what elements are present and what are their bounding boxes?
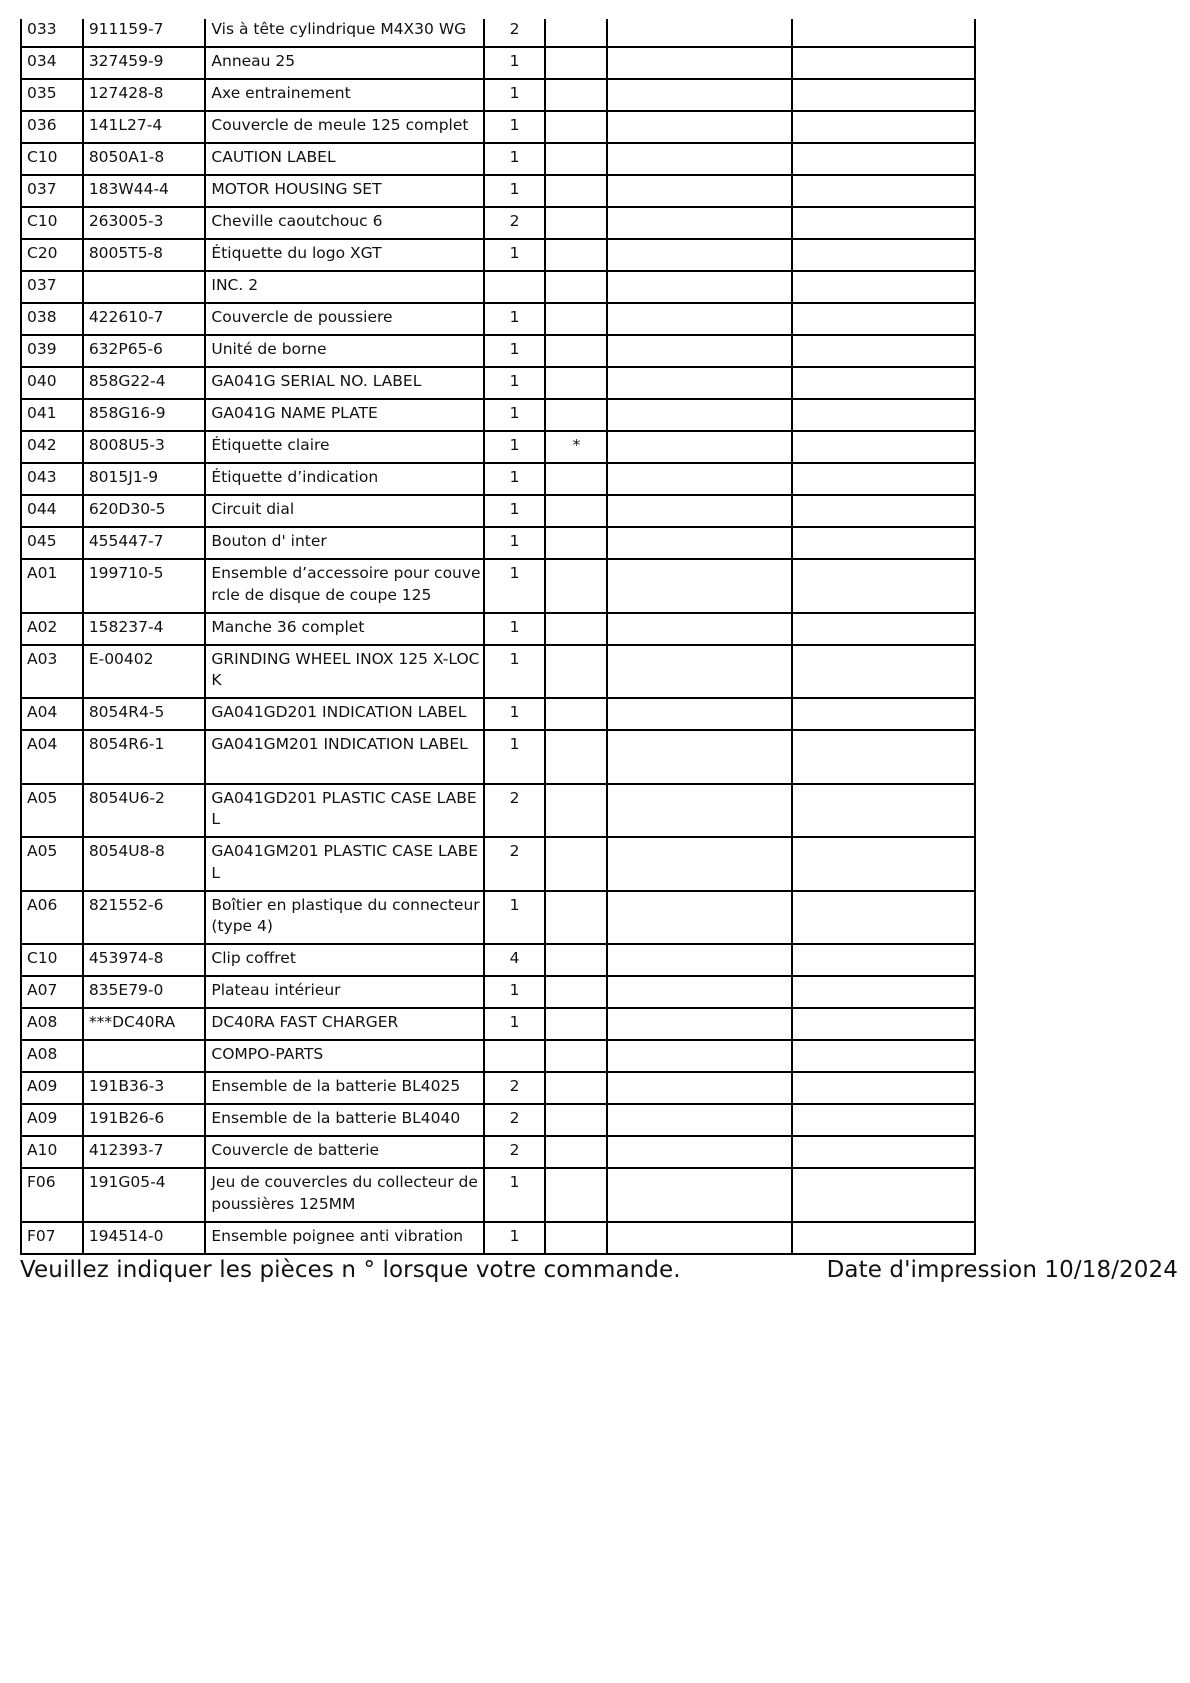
part-description-cell: COMPO-PARTS — [205, 1040, 483, 1072]
empty-cell — [607, 495, 791, 527]
part-ref-cell: 035 — [21, 79, 83, 111]
part-mark-cell — [545, 645, 607, 699]
part-ref-cell: A08 — [21, 1008, 83, 1040]
table-row — [21, 175, 975, 207]
part-mark-cell — [545, 976, 607, 1008]
part-quantity-cell: 1 — [484, 143, 546, 175]
part-description-cell: GA041GM201 PLASTIC CASE LABEL — [205, 837, 483, 891]
part-number-cell: 835E79-0 — [83, 976, 206, 1008]
part-quantity-cell: 2 — [484, 1136, 546, 1168]
part-mark-cell — [545, 698, 607, 730]
part-number-cell: 194514-0 — [83, 1222, 206, 1254]
part-mark-cell — [545, 527, 607, 559]
empty-cell — [607, 79, 791, 111]
part-mark-cell — [545, 239, 607, 271]
empty-cell — [607, 837, 791, 891]
part-quantity-cell: 1 — [484, 1008, 546, 1040]
part-mark-cell — [545, 47, 607, 79]
part-mark-cell — [545, 495, 607, 527]
part-number-cell: 8008U5-3 — [83, 431, 206, 463]
part-description-cell: Ensemble de la batterie BL4025 — [205, 1072, 483, 1104]
part-ref-cell: A06 — [21, 891, 83, 945]
empty-cell — [792, 239, 975, 271]
part-description-cell: Plateau intérieur — [205, 976, 483, 1008]
part-ref-cell: 036 — [21, 111, 83, 143]
part-mark-cell — [545, 891, 607, 945]
table-row — [21, 19, 975, 47]
part-ref-cell: C20 — [21, 239, 83, 271]
part-ref-cell: 034 — [21, 47, 83, 79]
empty-cell — [792, 559, 975, 613]
part-quantity-cell — [484, 1040, 546, 1072]
table-row — [21, 784, 975, 838]
part-quantity-cell: 1 — [484, 47, 546, 79]
table-row — [21, 495, 975, 527]
empty-cell — [792, 944, 975, 976]
empty-cell — [792, 335, 975, 367]
empty-cell — [607, 976, 791, 1008]
part-quantity-cell: 1 — [484, 367, 546, 399]
part-description-cell: Étiquette claire — [205, 431, 483, 463]
table-row — [21, 645, 975, 699]
empty-cell — [792, 837, 975, 891]
part-description-cell: Anneau 25 — [205, 47, 483, 79]
part-quantity-cell: 1 — [484, 645, 546, 699]
empty-cell — [607, 1222, 791, 1254]
part-mark-cell — [545, 79, 607, 111]
empty-cell — [792, 175, 975, 207]
part-description-cell: Boîtier en plastique du connecteur (type 4) — [205, 891, 483, 945]
part-ref-cell: A05 — [21, 784, 83, 838]
empty-cell — [607, 1008, 791, 1040]
order-instruction-note: Veuillez indiquer les pièces n ° lorsque votre commande. — [20, 1257, 681, 1283]
part-ref-cell: A08 — [21, 1040, 83, 1072]
empty-cell — [607, 175, 791, 207]
part-ref-cell: A04 — [21, 698, 83, 730]
part-description-cell: DC40RA FAST CHARGER — [205, 1008, 483, 1040]
part-number-cell: 412393-7 — [83, 1136, 206, 1168]
table-row — [21, 463, 975, 495]
part-ref-cell: A03 — [21, 645, 83, 699]
part-mark-cell — [545, 367, 607, 399]
part-number-cell: 199710-5 — [83, 559, 206, 613]
part-number-cell: 191G05-4 — [83, 1168, 206, 1222]
table-row — [21, 1222, 975, 1254]
part-quantity-cell: 2 — [484, 19, 546, 47]
part-ref-cell: A10 — [21, 1136, 83, 1168]
empty-cell — [792, 111, 975, 143]
print-date: Date d'impression 10/18/2024 — [826, 1257, 1178, 1283]
empty-cell — [792, 79, 975, 111]
part-description-cell: Cheville caoutchouc 6 — [205, 207, 483, 239]
empty-cell — [607, 1168, 791, 1222]
empty-cell — [792, 143, 975, 175]
part-mark-cell — [545, 1168, 607, 1222]
empty-cell — [792, 730, 975, 784]
empty-cell — [607, 944, 791, 976]
empty-cell — [607, 47, 791, 79]
table-row — [21, 1136, 975, 1168]
part-quantity-cell: 1 — [484, 1168, 546, 1222]
part-description-cell: Étiquette d’indication — [205, 463, 483, 495]
empty-cell — [792, 463, 975, 495]
empty-cell — [792, 1072, 975, 1104]
part-quantity-cell: 1 — [484, 399, 546, 431]
part-number-cell: 183W44-4 — [83, 175, 206, 207]
empty-cell — [792, 495, 975, 527]
part-mark-cell — [545, 143, 607, 175]
table-row — [21, 730, 975, 784]
empty-cell — [607, 698, 791, 730]
part-mark-cell — [545, 1222, 607, 1254]
part-mark-cell — [545, 944, 607, 976]
part-quantity-cell — [484, 271, 546, 303]
table-row — [21, 271, 975, 303]
part-ref-cell: C10 — [21, 944, 83, 976]
part-quantity-cell: 1 — [484, 303, 546, 335]
empty-cell — [607, 399, 791, 431]
part-quantity-cell: 2 — [484, 784, 546, 838]
table-row — [21, 431, 975, 463]
part-description-cell: Ensemble poignee anti vibration — [205, 1222, 483, 1254]
table-row — [21, 1008, 975, 1040]
part-ref-cell: 041 — [21, 399, 83, 431]
part-number-cell: 858G22-4 — [83, 367, 206, 399]
part-mark-cell — [545, 1104, 607, 1136]
part-mark-cell — [545, 1040, 607, 1072]
part-ref-cell: A09 — [21, 1072, 83, 1104]
part-number-cell: 8015J1-9 — [83, 463, 206, 495]
part-description-cell: Clip coffret — [205, 944, 483, 976]
empty-cell — [792, 613, 975, 645]
part-number-cell: 8054R6-1 — [83, 730, 206, 784]
empty-cell — [607, 784, 791, 838]
table-row — [21, 613, 975, 645]
part-mark-cell — [545, 1136, 607, 1168]
part-quantity-cell: 1 — [484, 463, 546, 495]
part-ref-cell: A09 — [21, 1104, 83, 1136]
part-description-cell: CAUTION LABEL — [205, 143, 483, 175]
part-number-cell: 327459-9 — [83, 47, 206, 79]
empty-cell — [792, 431, 975, 463]
part-number-cell: 8005T5-8 — [83, 239, 206, 271]
part-description-cell: GA041GD201 PLASTIC CASE LABEL — [205, 784, 483, 838]
table-row — [21, 1040, 975, 1072]
table-row — [21, 367, 975, 399]
table-row — [21, 47, 975, 79]
part-description-cell: Unité de borne — [205, 335, 483, 367]
empty-cell — [607, 19, 791, 47]
empty-cell — [792, 891, 975, 945]
part-quantity-cell: 1 — [484, 495, 546, 527]
part-quantity-cell: 1 — [484, 175, 546, 207]
part-ref-cell: 038 — [21, 303, 83, 335]
part-quantity-cell: 1 — [484, 891, 546, 945]
part-description-cell: Couvercle de batterie — [205, 1136, 483, 1168]
empty-cell — [792, 1136, 975, 1168]
part-quantity-cell: 2 — [484, 837, 546, 891]
part-number-cell: 8050A1-8 — [83, 143, 206, 175]
part-number-cell: E-00402 — [83, 645, 206, 699]
part-quantity-cell: 1 — [484, 613, 546, 645]
empty-cell — [607, 111, 791, 143]
part-ref-cell: 044 — [21, 495, 83, 527]
part-description-cell: GRINDING WHEEL INOX 125 X-LOCK — [205, 645, 483, 699]
part-number-cell: 821552-6 — [83, 891, 206, 945]
part-description-cell: GA041GM201 INDICATION LABEL — [205, 730, 483, 784]
table-row — [21, 944, 975, 976]
part-number-cell: 158237-4 — [83, 613, 206, 645]
part-quantity-cell: 1 — [484, 559, 546, 613]
part-number-cell: 620D30-5 — [83, 495, 206, 527]
part-ref-cell: A04 — [21, 730, 83, 784]
part-mark-cell — [545, 463, 607, 495]
part-number-cell: 191B26-6 — [83, 1104, 206, 1136]
empty-cell — [607, 367, 791, 399]
part-number-cell: 191B36-3 — [83, 1072, 206, 1104]
part-mark-cell — [545, 335, 607, 367]
part-quantity-cell: 2 — [484, 1104, 546, 1136]
part-mark-cell — [545, 303, 607, 335]
part-description-cell: INC. 2 — [205, 271, 483, 303]
table-row — [21, 976, 975, 1008]
empty-cell — [607, 559, 791, 613]
table-row — [21, 207, 975, 239]
part-description-cell: Manche 36 complet — [205, 613, 483, 645]
part-description-cell: Couvercle de poussiere — [205, 303, 483, 335]
table-row — [21, 303, 975, 335]
table-row — [21, 1168, 975, 1222]
empty-cell — [607, 1040, 791, 1072]
part-number-cell: 911159-7 — [83, 19, 206, 47]
part-ref-cell: 037 — [21, 271, 83, 303]
part-ref-cell: 045 — [21, 527, 83, 559]
part-quantity-cell: 1 — [484, 698, 546, 730]
empty-cell — [607, 891, 791, 945]
part-number-cell — [83, 271, 206, 303]
empty-cell — [792, 1222, 975, 1254]
table-row — [21, 559, 975, 613]
empty-cell — [792, 645, 975, 699]
part-ref-cell: A07 — [21, 976, 83, 1008]
part-mark-cell — [545, 1008, 607, 1040]
empty-cell — [607, 143, 791, 175]
part-number-cell: 632P65-6 — [83, 335, 206, 367]
empty-cell — [792, 1008, 975, 1040]
part-ref-cell: A05 — [21, 837, 83, 891]
table-row — [21, 1072, 975, 1104]
empty-cell — [607, 207, 791, 239]
table-row — [21, 527, 975, 559]
empty-cell — [792, 976, 975, 1008]
empty-cell — [792, 1040, 975, 1072]
part-number-cell: 858G16-9 — [83, 399, 206, 431]
part-mark-cell — [545, 559, 607, 613]
part-description-cell: Bouton d' inter — [205, 527, 483, 559]
empty-cell — [607, 303, 791, 335]
empty-cell — [607, 1104, 791, 1136]
part-ref-cell: A02 — [21, 613, 83, 645]
part-description-cell: GA041G SERIAL NO. LABEL — [205, 367, 483, 399]
table-row — [21, 239, 975, 271]
part-number-cell: 453974-8 — [83, 944, 206, 976]
part-mark-cell — [545, 837, 607, 891]
empty-cell — [792, 47, 975, 79]
table-row — [21, 399, 975, 431]
table-row — [21, 111, 975, 143]
part-number-cell: 8054R4-5 — [83, 698, 206, 730]
part-description-cell: Vis à tête cylindrique M4X30 WG — [205, 19, 483, 47]
part-quantity-cell: 1 — [484, 1222, 546, 1254]
empty-cell — [792, 303, 975, 335]
part-number-cell — [83, 1040, 206, 1072]
part-quantity-cell: 2 — [484, 207, 546, 239]
part-mark-cell — [545, 784, 607, 838]
table-row — [21, 1104, 975, 1136]
parts-table-body — [21, 19, 975, 1254]
empty-cell — [792, 1104, 975, 1136]
part-mark-cell — [545, 271, 607, 303]
part-mark-cell — [545, 613, 607, 645]
empty-cell — [792, 207, 975, 239]
part-description-cell: GA041GD201 INDICATION LABEL — [205, 698, 483, 730]
empty-cell — [607, 431, 791, 463]
empty-cell — [607, 645, 791, 699]
part-description-cell: Ensemble de la batterie BL4040 — [205, 1104, 483, 1136]
part-mark-cell — [545, 1072, 607, 1104]
part-mark-cell: * — [545, 431, 607, 463]
table-row — [21, 143, 975, 175]
part-ref-cell: 040 — [21, 367, 83, 399]
part-ref-cell: 033 — [21, 19, 83, 47]
part-quantity-cell: 1 — [484, 527, 546, 559]
table-row — [21, 335, 975, 367]
part-description-cell: Axe entrainement — [205, 79, 483, 111]
part-number-cell: 127428-8 — [83, 79, 206, 111]
part-mark-cell — [545, 730, 607, 784]
empty-cell — [607, 730, 791, 784]
table-row — [21, 79, 975, 111]
empty-cell — [792, 527, 975, 559]
part-mark-cell — [545, 19, 607, 47]
part-description-cell: Couvercle de meule 125 complet — [205, 111, 483, 143]
part-ref-cell: A01 — [21, 559, 83, 613]
part-ref-cell: C10 — [21, 143, 83, 175]
empty-cell — [792, 399, 975, 431]
part-quantity-cell: 1 — [484, 431, 546, 463]
part-quantity-cell: 1 — [484, 730, 546, 784]
part-quantity-cell: 1 — [484, 79, 546, 111]
part-ref-cell: 043 — [21, 463, 83, 495]
part-ref-cell: 042 — [21, 431, 83, 463]
empty-cell — [792, 784, 975, 838]
empty-cell — [607, 239, 791, 271]
part-quantity-cell: 4 — [484, 944, 546, 976]
part-ref-cell: F06 — [21, 1168, 83, 1222]
part-number-cell: 8054U6-2 — [83, 784, 206, 838]
table-row — [21, 698, 975, 730]
part-mark-cell — [545, 399, 607, 431]
table-row — [21, 837, 975, 891]
part-description-cell: GA041G NAME PLATE — [205, 399, 483, 431]
part-quantity-cell: 2 — [484, 1072, 546, 1104]
part-quantity-cell: 1 — [484, 111, 546, 143]
table-row — [21, 891, 975, 945]
empty-cell — [792, 271, 975, 303]
empty-cell — [607, 463, 791, 495]
part-description-cell: Ensemble d’accessoire pour couvercle de disque de coupe 125 — [205, 559, 483, 613]
empty-cell — [792, 698, 975, 730]
part-number-cell: 8054U8-8 — [83, 837, 206, 891]
part-quantity-cell: 1 — [484, 976, 546, 1008]
part-ref-cell: 037 — [21, 175, 83, 207]
empty-cell — [607, 335, 791, 367]
empty-cell — [607, 271, 791, 303]
part-mark-cell — [545, 111, 607, 143]
parts-table — [20, 19, 976, 1255]
part-mark-cell — [545, 175, 607, 207]
empty-cell — [607, 1072, 791, 1104]
part-ref-cell: C10 — [21, 207, 83, 239]
part-quantity-cell: 1 — [484, 239, 546, 271]
part-number-cell: 263005-3 — [83, 207, 206, 239]
part-description-cell: Circuit dial — [205, 495, 483, 527]
part-description-cell: Jeu de couvercles du collecteur de poussières 125MM — [205, 1168, 483, 1222]
part-number-cell: 455447-7 — [83, 527, 206, 559]
part-number-cell: ***DC40RA — [83, 1008, 206, 1040]
empty-cell — [792, 367, 975, 399]
part-description-cell: MOTOR HOUSING SET — [205, 175, 483, 207]
empty-cell — [607, 527, 791, 559]
part-mark-cell — [545, 207, 607, 239]
part-ref-cell: F07 — [21, 1222, 83, 1254]
part-ref-cell: 039 — [21, 335, 83, 367]
empty-cell — [607, 1136, 791, 1168]
part-number-cell: 422610-7 — [83, 303, 206, 335]
empty-cell — [792, 19, 975, 47]
empty-cell — [792, 1168, 975, 1222]
empty-cell — [607, 613, 791, 645]
part-number-cell: 141L27-4 — [83, 111, 206, 143]
part-description-cell: Étiquette du logo XGT — [205, 239, 483, 271]
part-quantity-cell: 1 — [484, 335, 546, 367]
